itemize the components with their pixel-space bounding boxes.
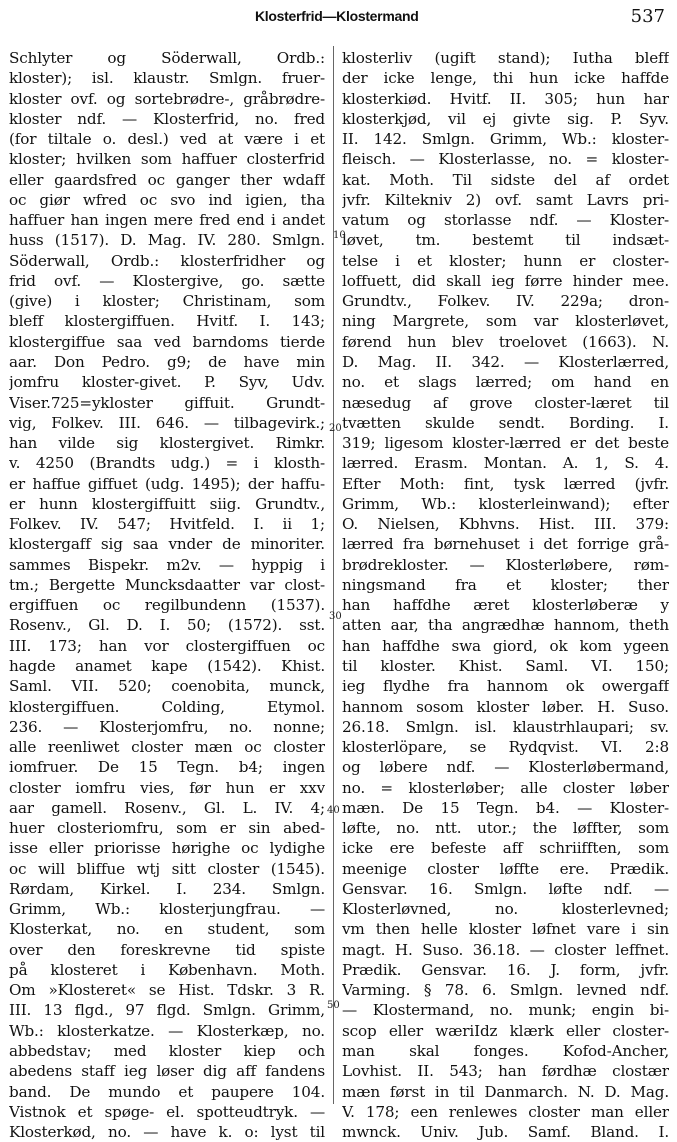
text-line: vm then helle kloster løfnet vare i sin [342,920,669,939]
text-line: næsedug af grove closter-læret til [342,393,669,412]
text-line: Schlyter og Söderwall, Ordb.: [9,49,325,67]
text-line: ning Margrete, som var klosterløvet, [342,312,669,331]
page-number: 537 [630,6,665,27]
text-line: klosterliv (ugift stand); Iutha bleff [342,49,669,67]
text-line: sammes Bispekr. m2v. — hyppig i [9,555,325,574]
text-line: er hunn klostergiffuitt siig. Grundtv., [9,494,325,513]
text-line: Grundtv., Folkev. IV. 229a; dron- [342,292,669,311]
text-line: jomfru kloster-givet. P. Syv, Udv. [9,373,325,392]
text-line: isse eller priorisse hørighe oc lydighe [9,839,325,858]
running-head: Klosterfrid—Klostermand [255,8,419,24]
text-line: Om »Klosteret« se Hist. Tdskr. 3 R. [9,981,325,1000]
text-line: klosterkiød. Hvitf. II. 305; hun har [342,89,669,108]
text-line: Vistnok et spøge- el. spotteudtryk. — [9,1102,325,1121]
text-line: der icke lenge, thi hun icke haffde [342,69,669,88]
text-line: no. = klosterløber; alle closter løber [342,778,669,797]
text-line: Söderwall, Ordb.: klosterfridher og [9,251,325,270]
text-line: han haffdhe æret klosterløberæ y [342,596,669,615]
text-line: lærred fra børnehuset i det forrige grå- [342,535,669,554]
text-line: abbedstav; med kloster kiep och [9,1042,325,1061]
text-line: løfte, no. ntt. utor.; the løffter, som [342,819,669,838]
text-line: kloster ndf. — Klosterfrid, no. fred [9,109,325,128]
text-line: Rørdam, Kirkel. I. 234. Smlgn. [9,879,325,898]
column-divider [333,46,334,1104]
text-line: klostergiffuen. Colding, Etymol. [9,697,325,716]
text-line: D. Mag. II. 342. — Klosterlærred, [342,352,669,371]
text-line: 26.18. Smlgn. isl. klaustrhlaupari; sv. [342,717,669,736]
text-line: atten aar, tha angrædhæ hannom, theth [342,616,669,635]
text-line: alle reenliwet closter mæn oc closter [9,738,325,757]
text-line: loffuett, did skall ieg førre hinder mee. [342,271,669,290]
left-column [9,48,325,1142]
text-line: over den foreskrevne tid spiste [9,940,325,959]
text-line: meenige closter løffte ere. Prædik. [342,859,669,878]
text-line: vig, Folkev. III. 646. — tilbagevirk.; [9,413,325,432]
text-line: til kloster. Khist. Saml. VI. 150; [342,656,669,675]
text-line: han haffdhe swa giord, ok kom ygeen [342,636,669,655]
text-line: III. 13 flgd., 97 flgd. Smlgn. Grimm, [9,1001,325,1020]
text-line: oc will bliffue wtj sitt closter (1545). [9,859,325,878]
text-line: bleff klostergiffuen. Hvitf. I. 143; [9,312,325,331]
text-line: Klosterkød, no. — have k. o: lyst til [9,1123,325,1142]
text-line: klostergaff sig saa vnder de minoriter. [9,535,325,554]
text-line: Prædik. Gensvar. 16. J. form, jvfr. [342,960,669,979]
text-line: Gensvar. 16. Smlgn. løfte ndf. — [342,879,669,898]
text-line: klosterkjød, vil ej givte sig. P. Syv. [342,109,669,128]
text-line: III. 173; han vor clostergiffuen oc [9,636,325,655]
text-line: V. 178; een renlewes closter man eller [342,1102,669,1121]
text-line: mæn først in til Danmarch. N. D. Mag. [342,1082,669,1101]
text-line: icke ere befeste aff schriifften, som [342,839,669,858]
line-number-10: 10 [333,230,346,241]
text-line: klostergiffue saa ved barndoms tierde [9,332,325,351]
text-line: mæn. De 15 Tegn. b4. — Kloster- [342,798,669,817]
text-line: jvfr. Kiltekniv 2) ovf. samt Lavrs pri- [342,190,669,209]
text-line: eller gaardsfred oc ganger ther wdaff [9,170,325,189]
text-line: og løbere ndf. — Klosterløbermand, [342,758,669,777]
text-line: kloster ovf. og sortebrødre-, gråbrødre- [9,89,325,108]
text-line: er haffue giffuet (udg. 1495); der haffu- [9,474,325,493]
line-number-30: 30 [329,611,342,622]
text-line: førend hun blev troelovet (1663). N. [342,332,669,351]
right-column [342,48,669,1142]
text-line: aar. Don Pedro. g9; de have min [9,352,325,371]
text-line: Folkev. IV. 547; Hvitfeld. I. ii 1; [9,515,325,534]
text-line: 319; ligesom kloster-lærred er det beste [342,434,669,453]
text-line: Grimm, Wb.: klosterleinwand); efter [342,494,669,513]
text-line: aar gamell. Rosenv., Gl. L. IV. 4; [9,798,325,817]
text-line: oc giør wfred oc svo ind igien, tha [9,190,325,209]
text-line: ergiffuen oc regilbundenn (1537). [9,596,325,615]
line-number-50: 50 [327,1000,340,1011]
text-line: Rosenv., Gl. D. I. 50; (1572). sst. [9,616,325,635]
text-line: scop eller wæriIdz klærk eller closter- [342,1021,669,1040]
text-line: ieg flydhe fra hannom ok owergaff [342,677,669,696]
text-line: brødrekloster. — Klosterløbere, røm- [342,555,669,574]
line-number-40: 40 [327,805,340,816]
text-line: ningsmand fra et kloster; ther [342,575,669,594]
text-line: Wb.: klosterkatze. — Klosterkæp, no. [9,1021,325,1040]
page-header [0,6,677,30]
text-line: tm.; Bergette Muncksdaatter var clost- [9,575,325,594]
text-line: løvet, tm. bestemt til indsæt- [342,231,669,250]
text-line: (for tiltale o. desl.) ved at være i et [9,130,325,149]
text-line: II. 142. Smlgn. Grimm, Wb.: kloster- [342,130,669,149]
text-line: — Klostermand, no. munk; engin bi- [342,1001,669,1020]
text-line: kloster); isl. klaustr. Smlgn. fruer- [9,69,325,88]
text-line: hagde anamet kape (1542). Khist. [9,656,325,675]
text-line: han vilde sig klostergivet. Rimkr. [9,434,325,453]
text-line: hannom sosom kloster løber. H. Suso. [342,697,669,716]
text-line: magt. H. Suso. 36.18. — closter leffnet. [342,940,669,959]
text-line: closter iomfru vies, før hun er xxv [9,778,325,797]
text-line: på klosteret i København. Moth. [9,960,325,979]
text-line: tvætten skulde sendt. Bording. I. [342,413,669,432]
text-line: iomfruer. De 15 Tegn. b4; ingen [9,758,325,777]
text-line: telse i et kloster; hunn er closter- [342,251,669,270]
text-line: band. De mundo et paupere 104. [9,1082,325,1101]
line-number-20: 20 [329,423,342,434]
text-line: Klosterkat, no. en student, som [9,920,325,939]
text-line: Varming. § 78. 6. Smlgn. levned ndf. [342,981,669,1000]
text-line: O. Nielsen, Kbhvns. Hist. III. 379: [342,515,669,534]
text-line: no. et slags lærred; om hand en [342,373,669,392]
text-line: Saml. VII. 520; coenobita, munck, [9,677,325,696]
text-line: abedens staff ieg løser dig aff fandens [9,1062,325,1081]
text-line: klosterlöpare, se Rydqvist. VI. 2:8 [342,738,669,757]
text-line: man skal fonges. Kofod-Ancher, [342,1042,669,1061]
text-line: vatum og storlasse ndf. — Kloster- [342,211,669,230]
text-line: kloster; hvilken som haffuer closterfrid [9,150,325,169]
text-line: Grimm, Wb.: klosterjungfrau. — [9,900,325,919]
text-line: Klosterløvned, no. klosterlevned; [342,900,669,919]
text-line: v. 4250 (Brandts udg.) = i klosth- [9,454,325,473]
text-line: lærred. Erasm. Montan. A. 1, S. 4. [342,454,669,473]
text-line: 236. — Klosterjomfru, no. nonne; [9,717,325,736]
text-line: haffuer han ingen mere fred end i andet [9,211,325,230]
text-line: Efter Moth: fint, tysk lærred (jvfr. [342,474,669,493]
text-line: frid ovf. — Klostergive, go. sætte [9,271,325,290]
text-line: (give) i kloster; Christinam, som [9,292,325,311]
text-line: Viser.725=ykloster giffuit. Grundt- [9,393,325,412]
text-line: mwnck. Univ. Jub. Samf. Bland. I. [342,1123,669,1142]
text-line: huss (1517). D. Mag. IV. 280. Smlgn. [9,231,325,250]
text-line: Lovhist. II. 543; han førdhæ clostær [342,1062,669,1081]
text-line: huer closteriomfru, som er sin abed- [9,819,325,838]
text-line: kat. Moth. Til sidste del af ordet [342,170,669,189]
text-line: fleisch. — Klosterlasse, no. = kloster- [342,150,669,169]
